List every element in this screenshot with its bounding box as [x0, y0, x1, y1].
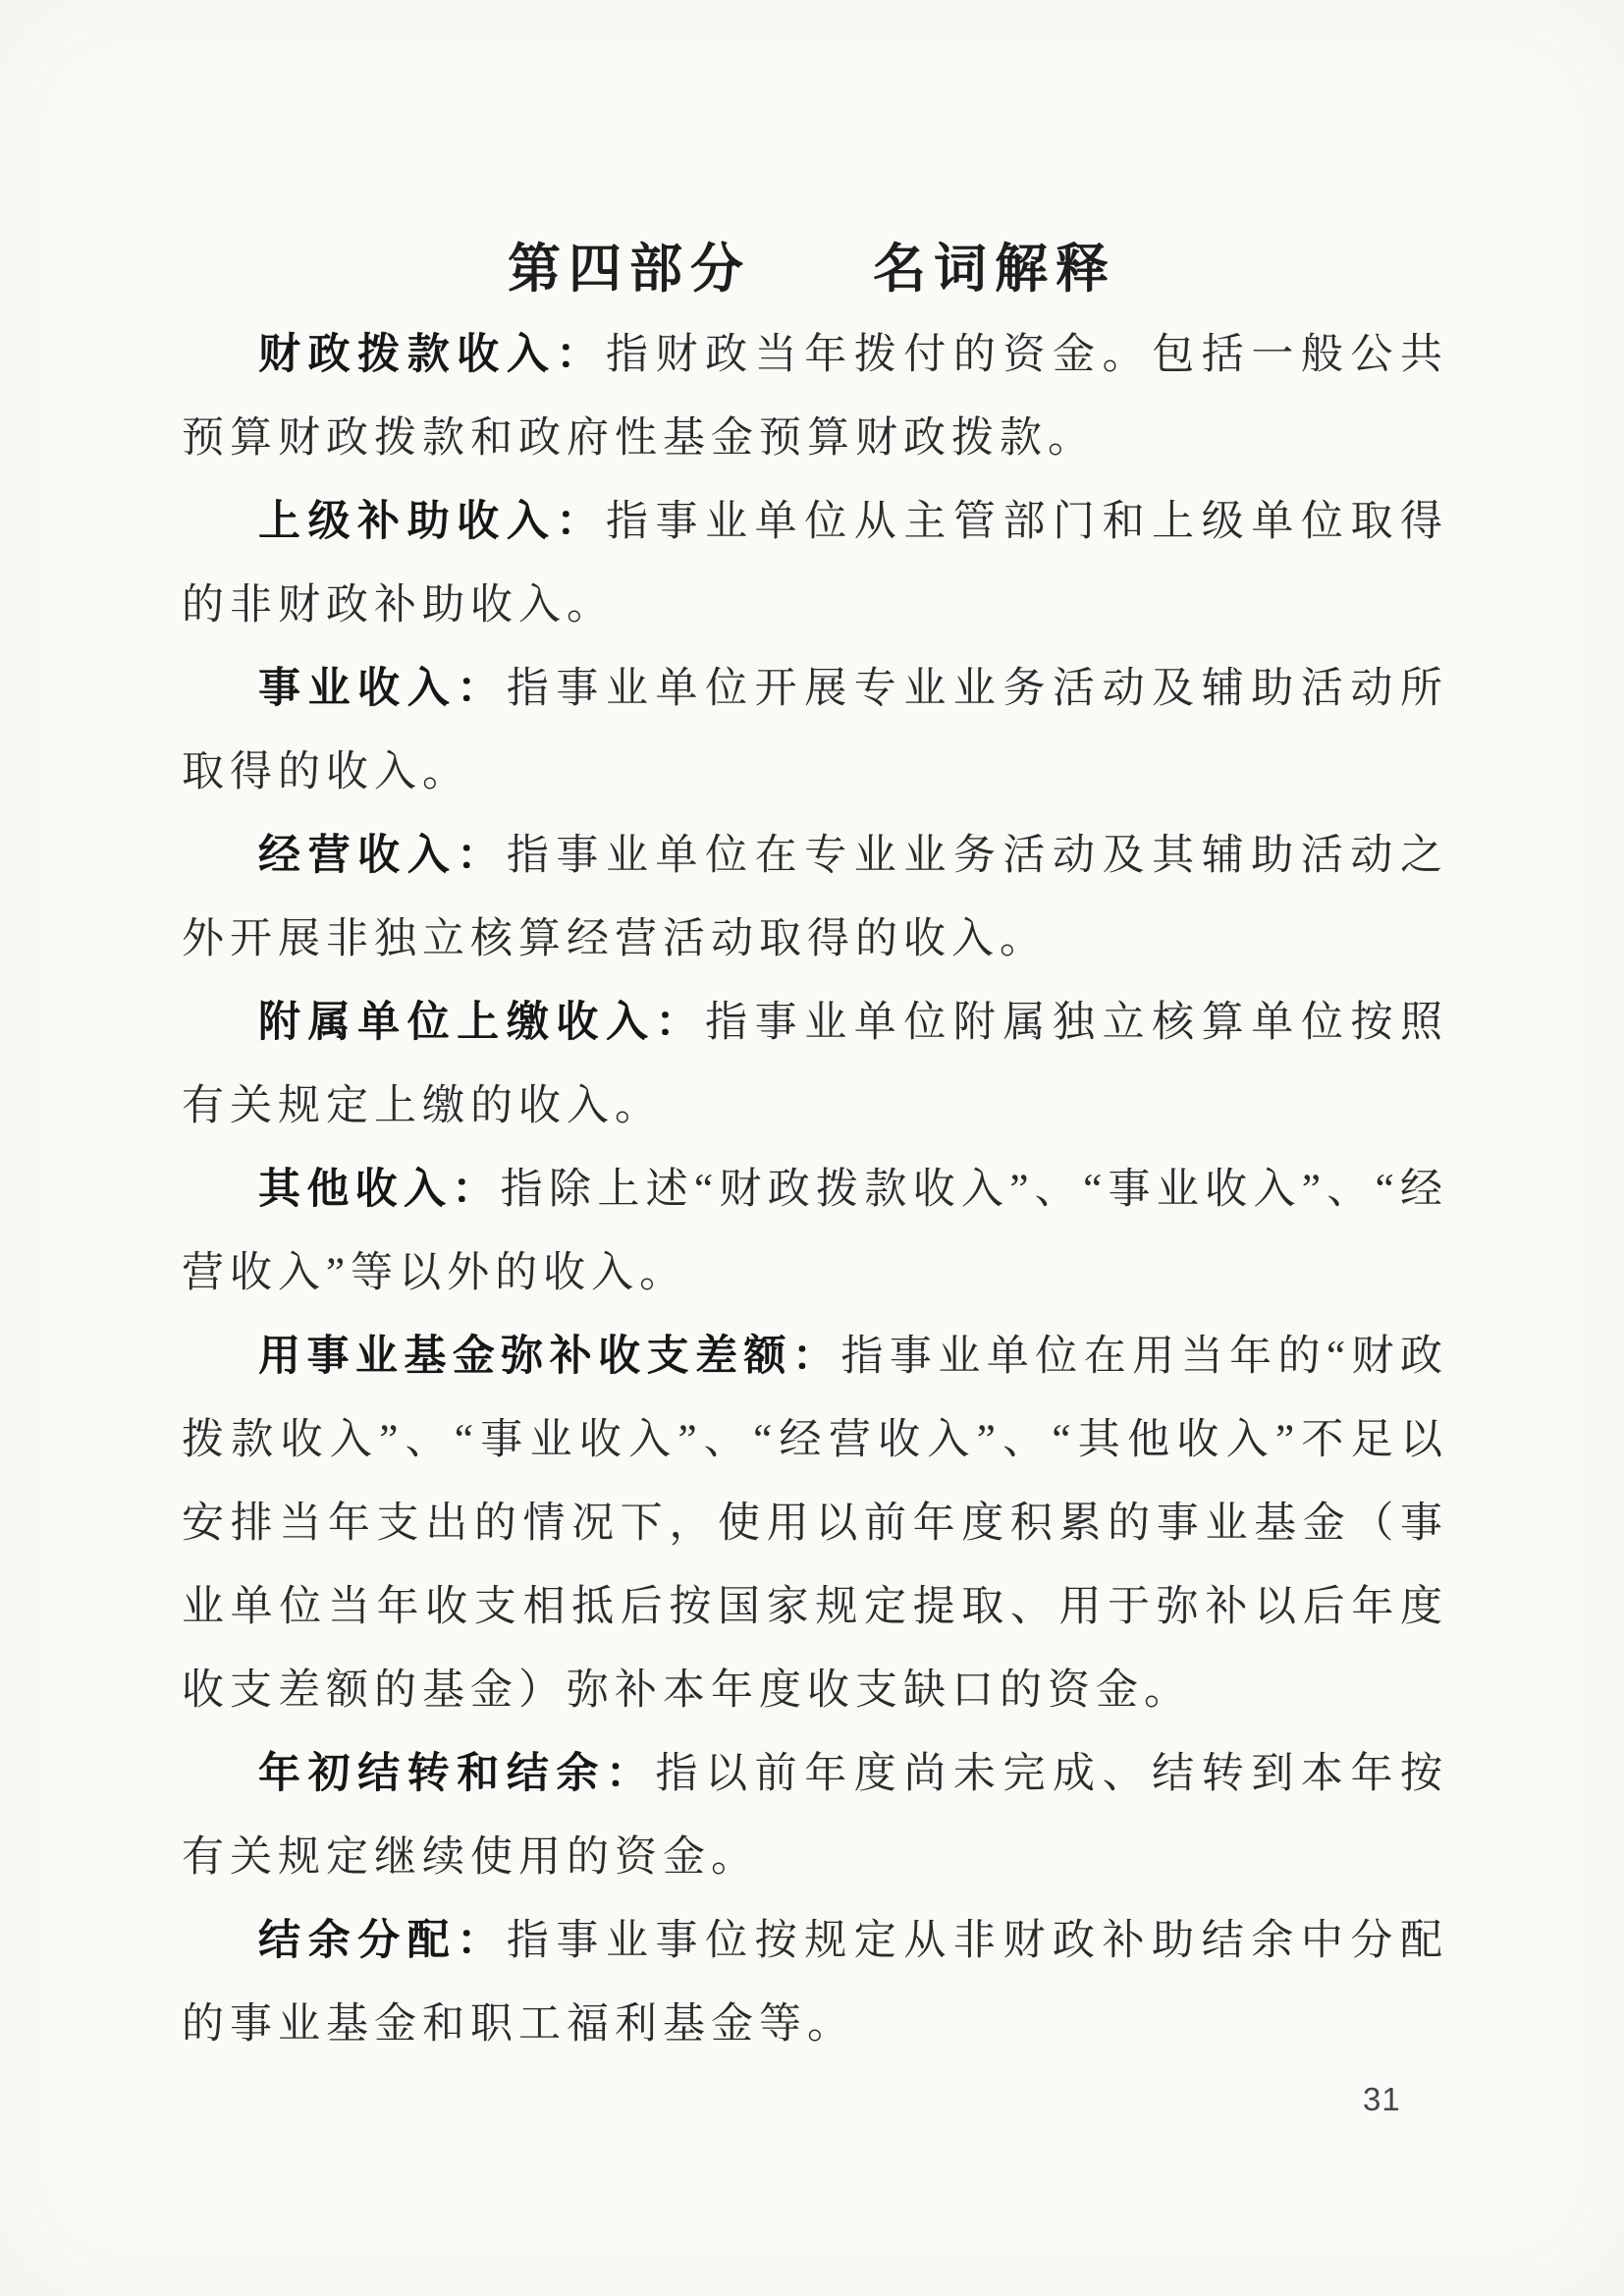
term-label: 用事业基金弥补收支差额： [258, 1334, 841, 1380]
definition-paragraph [182, 1315, 1448, 1732]
definition-paragraph [182, 1732, 1448, 1899]
definitions-section [182, 313, 1448, 2066]
term-label: 附属单位上缴收入： [258, 1000, 706, 1046]
definition-text: 指事业单位在专业业务活动及其辅助活动之外开展非独立核算经营活动取得的收入。 [182, 833, 1449, 962]
definition-text: 指财政当年拨付的资金。包括一般公共预算财政拨款和政府性基金预算财政拨款。 [182, 332, 1449, 462]
term-label: 其他收入： [258, 1167, 501, 1213]
definition-text: 指事业事位按规定从非财政补助结余中分配的事业基金和职工福利基金等。 [182, 1918, 1449, 2048]
term-label: 经营收入： [258, 833, 507, 879]
definition-paragraph [182, 981, 1448, 1148]
definition-text: 指事业单位从主管部门和上级单位取得的非财政补助收入。 [182, 499, 1449, 629]
definition-text: 指以前年度尚未完成、结转到本年按有关规定继续使用的资金。 [182, 1751, 1449, 1881]
term-label: 财政拨款收入： [258, 332, 606, 378]
definition-text: 指事业单位附属独立核算单位按照有关规定上缴的收入。 [182, 1000, 1449, 1129]
definition-text: 指事业单位开展专业业务活动及辅助活动所取得的收入。 [182, 666, 1449, 795]
definition-text: 指除上述“财政拨款收入”、“事业收入”、“经营收入”等以外的收入。 [182, 1167, 1448, 1296]
page-title: 第四部分 名词解释 [508, 240, 1116, 299]
term-label: 结余分配： [258, 1918, 507, 1964]
definition-paragraph [182, 313, 1448, 480]
term-label: 上级补助收入： [258, 499, 606, 545]
definition-paragraph [182, 1148, 1448, 1315]
term-label: 事业收入： [258, 666, 507, 712]
definition-paragraph [182, 1899, 1448, 2066]
term-label: 年初结转和结余： [258, 1751, 656, 1797]
definition-paragraph [182, 480, 1448, 647]
definition-text: 指事业单位在用当年的“财政拨款收入”、“事业收入”、“经营收入”、“其他收入”不足以安排当年支出的情况下，使用以前年度积累的事业基金（事业单位当年收支相抵后按国家规定提取、用于弥补以后年度收支差额的基金）弥补本年度收支缺口的资金。 [182, 1334, 1448, 1714]
definition-paragraph [182, 647, 1448, 814]
page-number: 31 [1363, 2081, 1401, 2117]
definition-paragraph [182, 814, 1448, 981]
